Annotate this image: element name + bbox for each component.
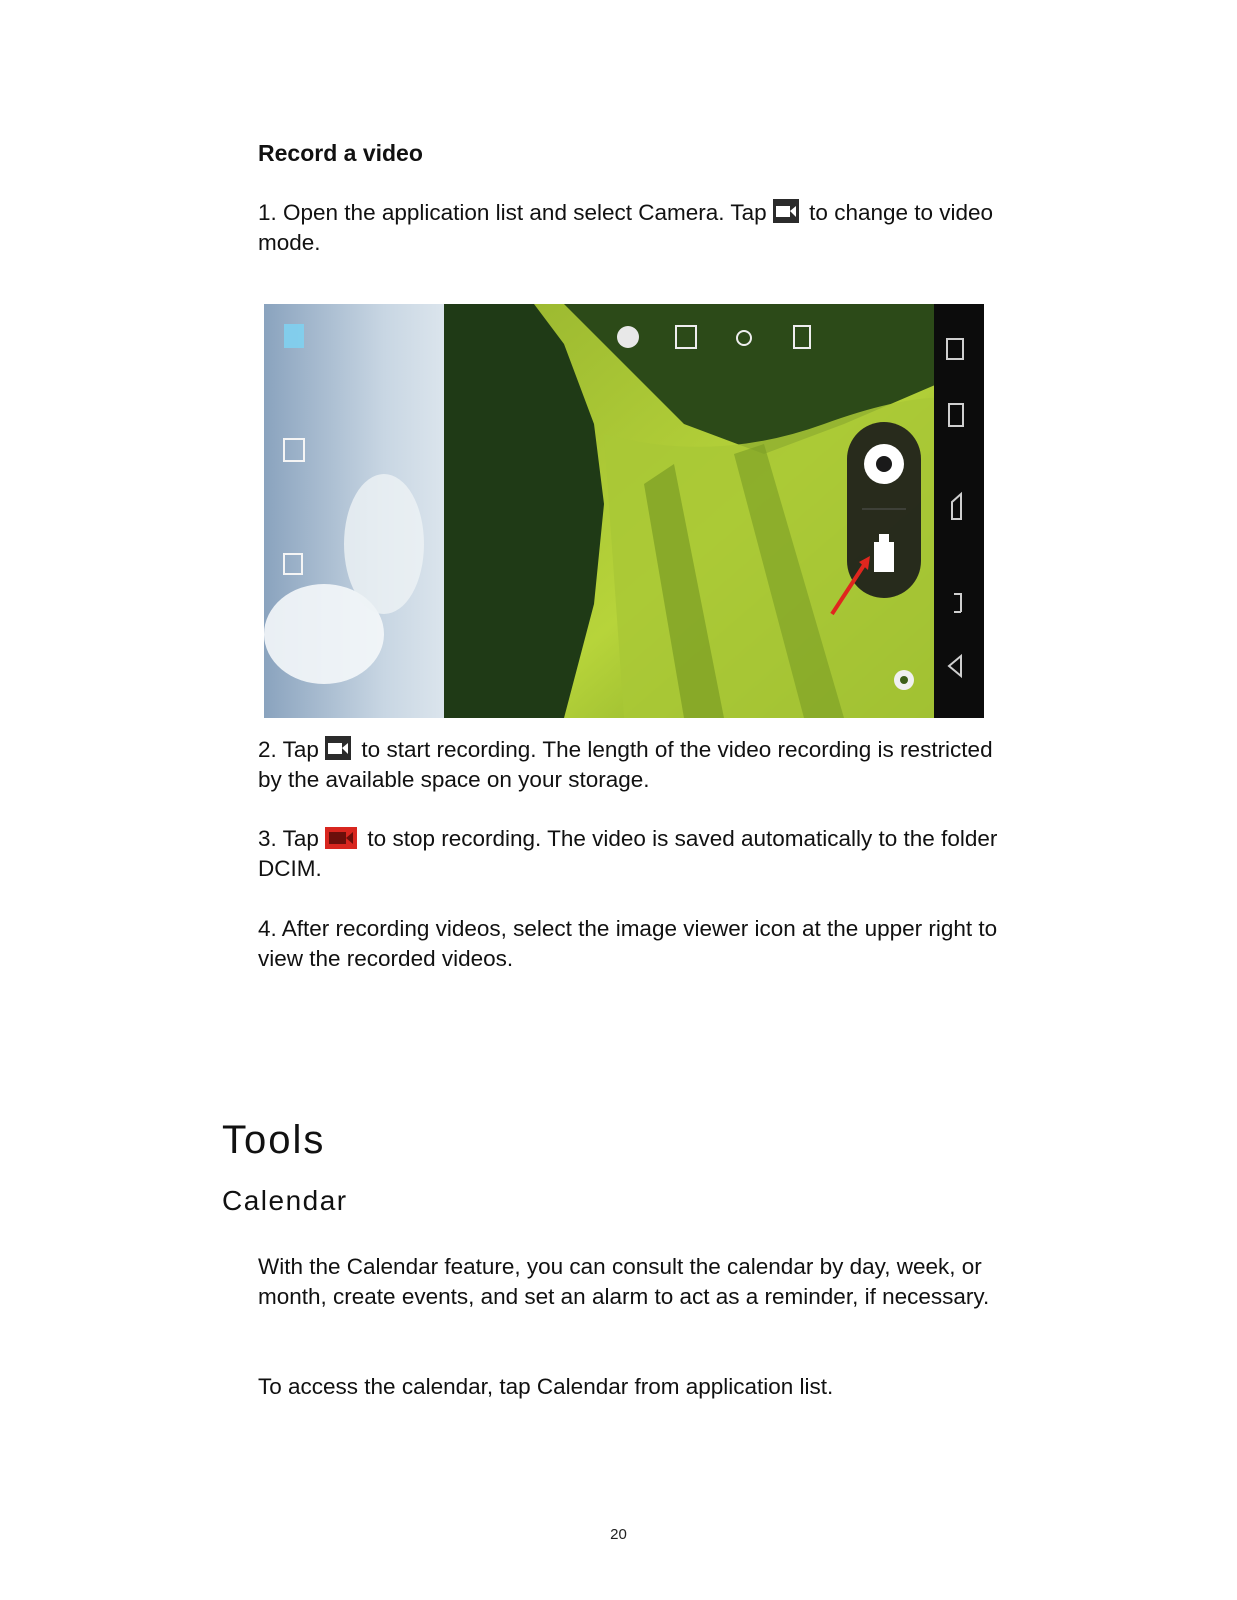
step-2-text-after: to start recording. The length of the video recording is restricted by the available space on your storage. [258, 737, 993, 792]
step-3 [258, 824, 1018, 884]
step-2 [258, 735, 1018, 795]
step-3-text-before: 3. Tap [258, 826, 319, 851]
video-camera-icon [325, 736, 351, 760]
calendar-paragraph: With the Calendar feature, you can consult the calendar by day, week, or month, create events, and set an alarm to act as a reminder, if necessary. [258, 1254, 990, 1309]
step-1 [258, 198, 1018, 258]
camera-screenshot [264, 304, 984, 718]
step-2-text-before: 2. Tap [258, 737, 319, 762]
video-camera-red-icon [325, 827, 357, 851]
section-heading: Record a video [258, 140, 423, 166]
video-camera-icon [773, 199, 799, 223]
calendar-heading: Calendar [222, 1185, 348, 1216]
step-1-text-before: 1. Open the application list and select Camera. Tap [258, 200, 767, 225]
step-4: 4. After recording videos, select the image viewer icon at the upper right to view the recorded videos. [258, 916, 998, 971]
calendar-access-paragraph: To access the calendar, tap Calendar from application list. [258, 1374, 834, 1399]
tools-heading: Tools [222, 1118, 326, 1162]
step-1-text-after: to change to video mode. [258, 200, 994, 255]
page-number: 20 [610, 1526, 627, 1543]
step-3-text-after: to stop recording. The video is saved automatically to the folder DCIM. [258, 826, 998, 881]
